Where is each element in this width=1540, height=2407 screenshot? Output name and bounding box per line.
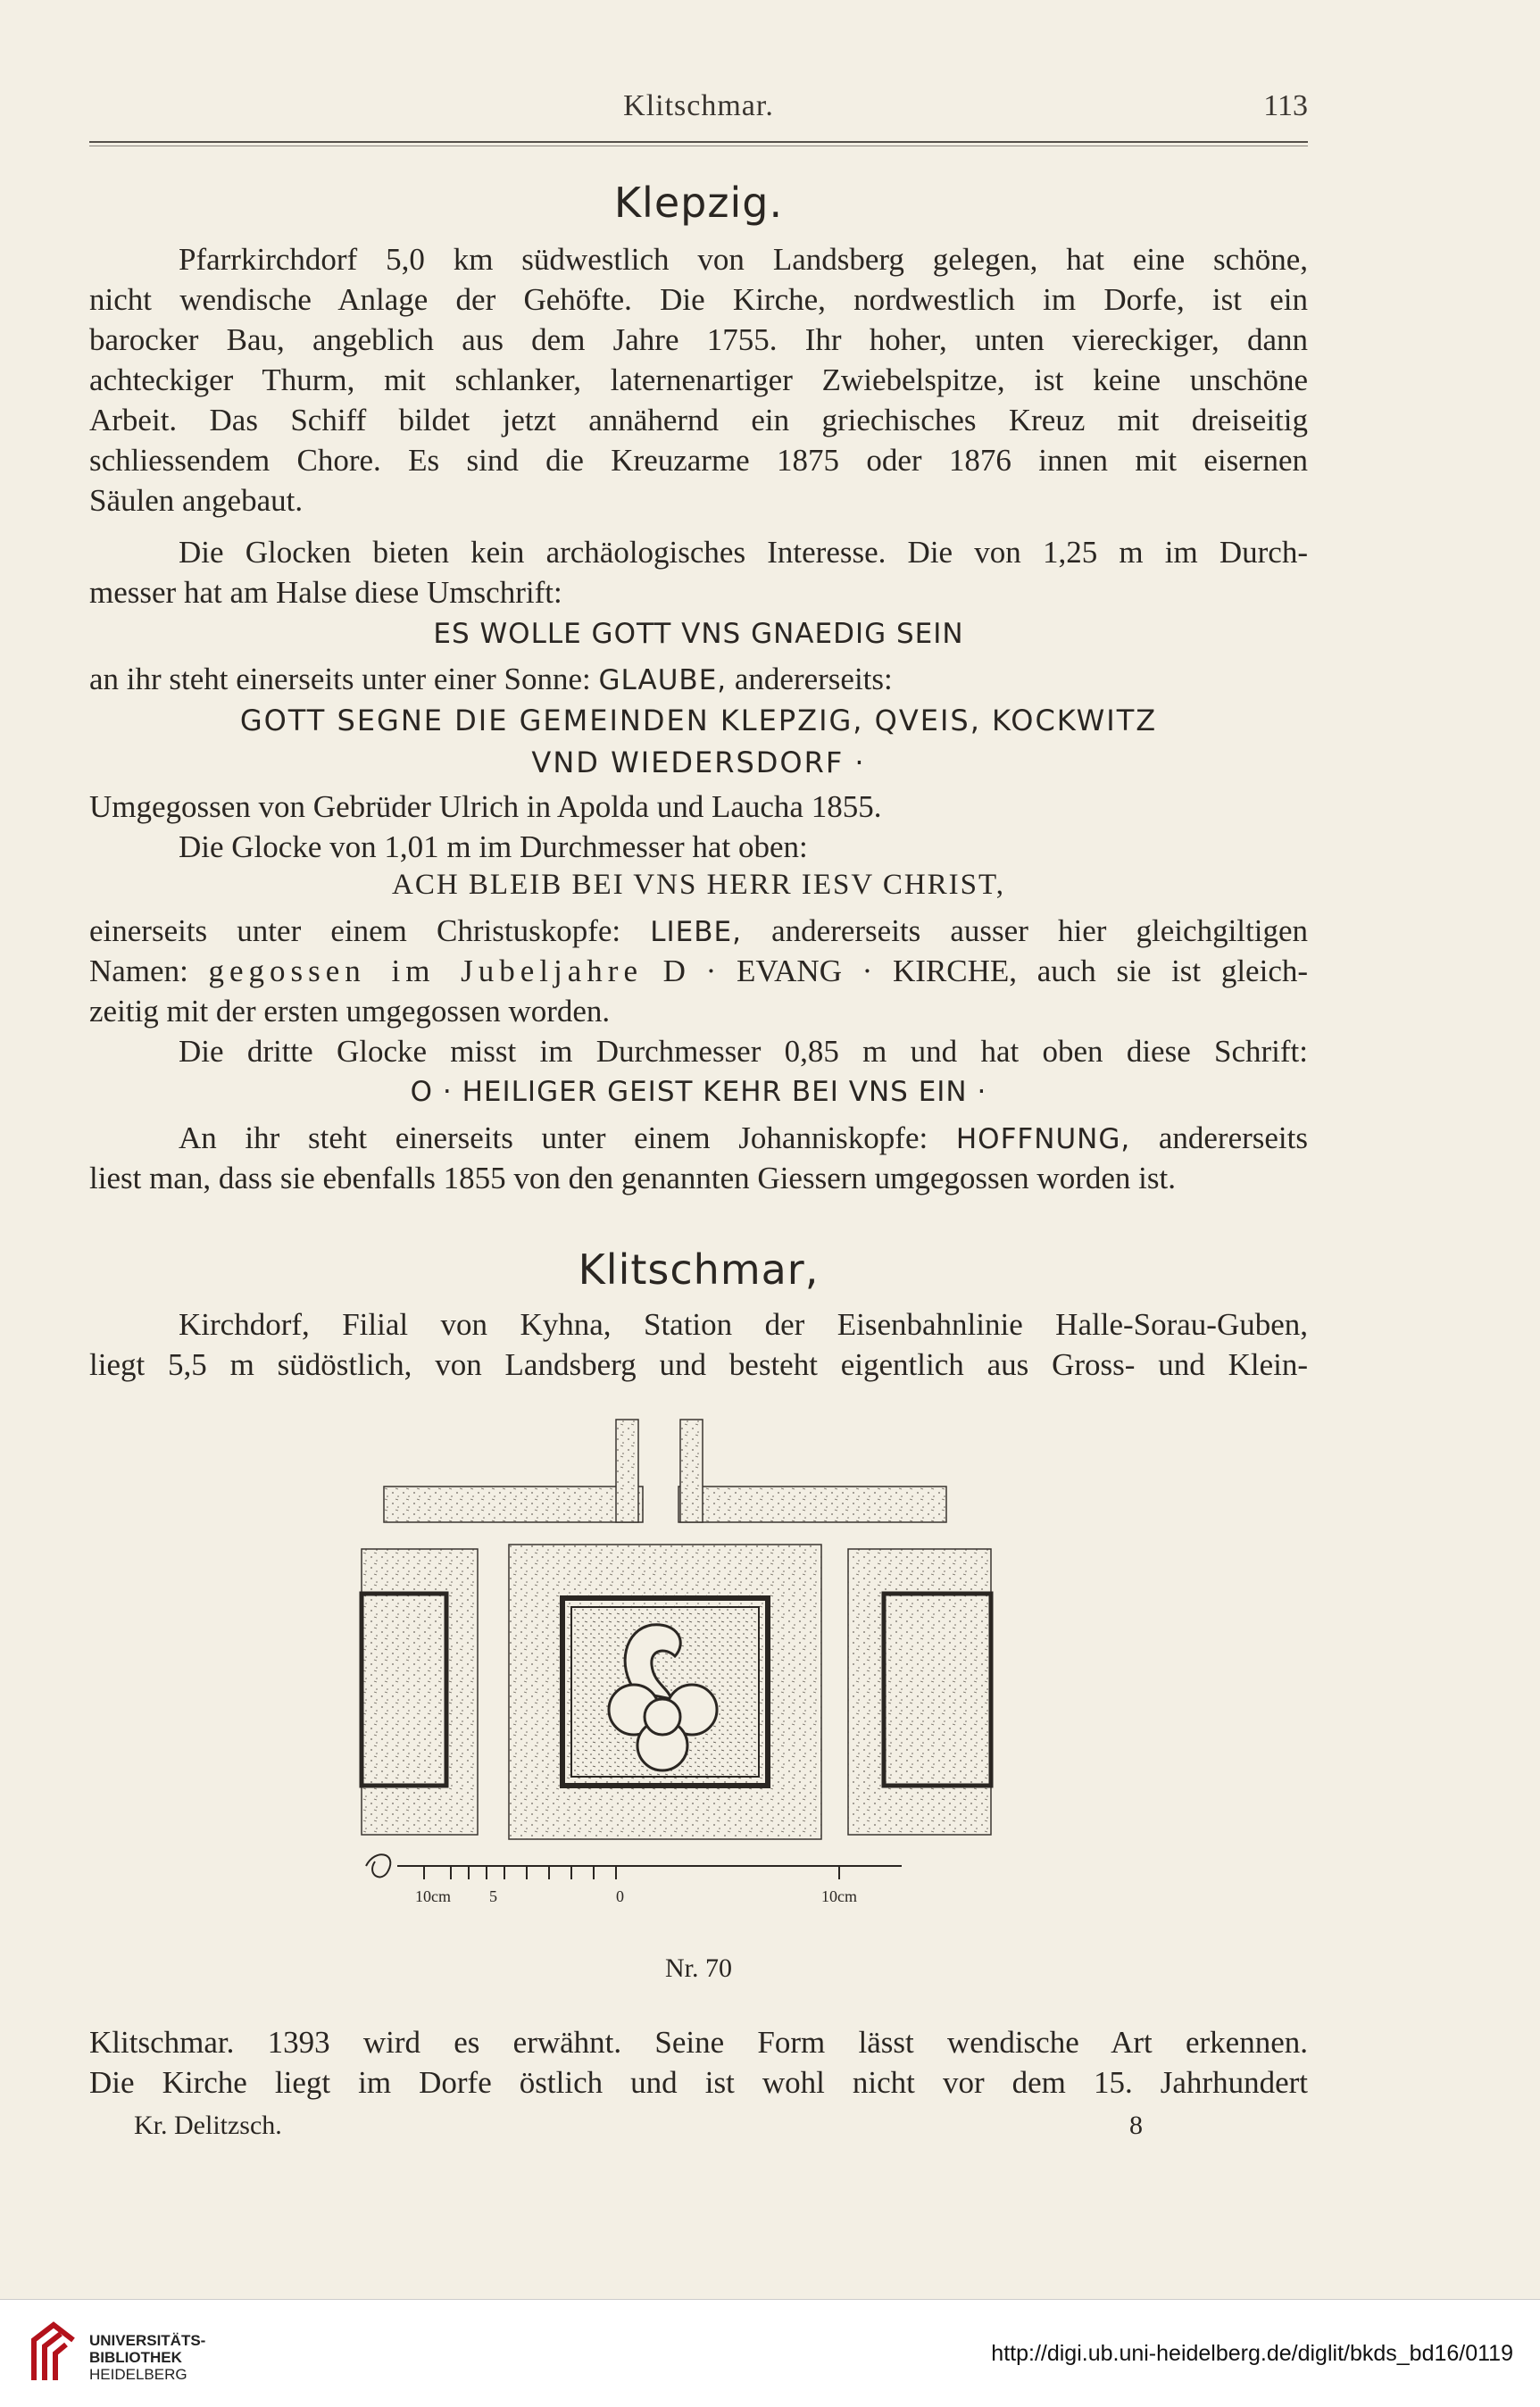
bell-inscription: ACH BLEIB BEI VNS HERR IESV CHRIST, <box>392 869 1005 901</box>
inscription-word: GLAUBE, <box>598 664 728 696</box>
text-fragment: andererseits <box>1130 1120 1308 1155</box>
library-line: UNIVERSITÄTS- <box>89 2332 206 2349</box>
text-line <box>179 1118 1308 1160</box>
inscription-word: HOFFNUNG, <box>955 1123 1131 1155</box>
text-line: liegt 5,5 m südöstlich, von Landsberg und besteht eigentlich aus Gross- und Klein- <box>89 1347 1308 1382</box>
scale-label: 10cm <box>821 1887 857 1905</box>
bell-inscription: GOTT SEGNE DIE GEMEINDEN KLEPZIG, QVEIS, KOCKWITZ <box>239 704 1158 737</box>
scale-bar <box>366 1854 902 1879</box>
text-line <box>89 911 1308 953</box>
upper-tiles <box>384 1420 946 1522</box>
text-fragment: D · EVANG · KIRCHE, auch sie ist gleich- <box>642 954 1309 988</box>
text-line: messer hat am Halse diese Umschrift: <box>89 575 562 610</box>
text-line: Kirchdorf, Filial von Kyhna, Station der Eisenbahnlinie Halle-Sorau-Guben, <box>179 1307 1308 1342</box>
library-line: BIBLIOTHEK <box>89 2349 182 2366</box>
page-number: 113 <box>1263 89 1308 122</box>
floor-tile-figure <box>348 1415 1027 1960</box>
signature-number: 8 <box>1129 2111 1143 2140</box>
text-line: Die Glocken bieten kein archäologisches Interesse. Die von 1,25 m im Durch- <box>179 535 1308 570</box>
text-fragment: An ihr steht einerseits unter einem Johanniskopfe: <box>179 1120 956 1155</box>
library-line: HEIDELBERG <box>89 2366 187 2383</box>
header-rule <box>89 141 1308 146</box>
section-heading-klitschmar: Klitschmar, <box>578 1245 820 1294</box>
text-fragment: einerseits unter einem Christuskopfe: <box>89 913 651 948</box>
bell-inscription: VND WIEDERSDORF · <box>531 745 866 779</box>
scale-label: 10cm <box>415 1887 451 1905</box>
figure-caption: Nr. 70 <box>665 1953 732 1983</box>
running-head <box>89 89 1308 134</box>
scale-label: 0 <box>616 1887 624 1905</box>
text-line: Klitschmar. 1393 wird es erwähnt. Seine Form lässt wendische Art erkennen. <box>89 2025 1308 2060</box>
text-fragment: andererseits: <box>727 662 893 696</box>
text-fragment: Namen: <box>89 954 209 988</box>
text-line <box>89 951 1308 991</box>
text-line: barocker Bau, angeblich aus dem Jahre 1755. Ihr hoher, unten viereckiger, dann <box>89 322 1308 357</box>
text-line: achteckiger Thurm, mit schlanker, laternenartiger Zwiebelspitze, ist keine unschöne <box>89 362 1308 397</box>
text-line: Die Glocke von 1,01 m im Durchmesser hat oben: <box>179 829 808 864</box>
signature-mark: Kr. Delitzsch. <box>134 2111 282 2140</box>
text-line: Säulen angebaut. <box>89 483 304 518</box>
inscription-word: LIEBE, <box>650 916 742 948</box>
text-fragment: andererseits ausser hier gleichgiltigen <box>741 913 1308 948</box>
tile-drawing <box>348 1415 1027 1960</box>
text-line: Pfarrkirchdorf 5,0 km südwestlich von Landsberg gelegen, hat eine schöne, <box>179 242 1308 277</box>
running-head-title: Klitschmar. <box>623 89 774 122</box>
source-url-link[interactable]: http://digi.ub.uni-heidelberg.de/diglit/bkds_bd16/0119 <box>991 2341 1513 2366</box>
bell-inscription: O · HEILIGER GEIST KEHR BEI VNS EIN · <box>410 1076 987 1108</box>
section-heading-klepzig: Klepzig. <box>613 179 784 227</box>
text-line: Die Kirche liegt im Dorfe östlich und ist wohl nicht vor dem 15. Jahrhundert <box>89 2065 1308 2100</box>
text-line <box>89 659 1308 701</box>
bell-inscription: ES WOLLE GOTT VNS GNAEDIG SEIN <box>433 618 964 650</box>
scale-label: 5 <box>489 1887 497 1905</box>
library-name <box>89 2332 205 2383</box>
text-line: nicht wendische Anlage der Gehöfte. Die Kirche, nordwestlich im Dorfe, ist ein <box>89 282 1308 317</box>
right-tile <box>848 1549 991 1835</box>
text-line: liest man, dass sie ebenfalls 1855 von den genannten Giessern umgegossen worden ist. <box>89 1161 1176 1195</box>
text-line: Arbeit. Das Schiff bildet jetzt annähernd ein griechisches Kreuz mit dreiseitig <box>89 403 1308 437</box>
spaced-text: gegossen im Jubeljahre <box>208 954 643 988</box>
text-line: Die dritte Glocke misst im Durchmesser 0,85 m und hat oben diese Schrift: <box>179 1034 1308 1069</box>
library-logo-icon <box>27 2318 80 2389</box>
text-line: Umgegossen von Gebrüder Ulrich in Apolda und Laucha 1855. <box>89 789 882 824</box>
center-tile <box>509 1545 821 1839</box>
library-footer <box>0 2299 1540 2407</box>
text-line: schliessendem Chore. Es sind die Kreuzarme 1875 oder 1876 innen mit eisernen <box>89 443 1308 478</box>
left-tile <box>362 1549 478 1835</box>
text-fragment: an ihr steht einerseits unter einer Sonne: <box>89 662 599 696</box>
text-line: zeitig mit der ersten umgegossen worden. <box>89 994 611 1029</box>
